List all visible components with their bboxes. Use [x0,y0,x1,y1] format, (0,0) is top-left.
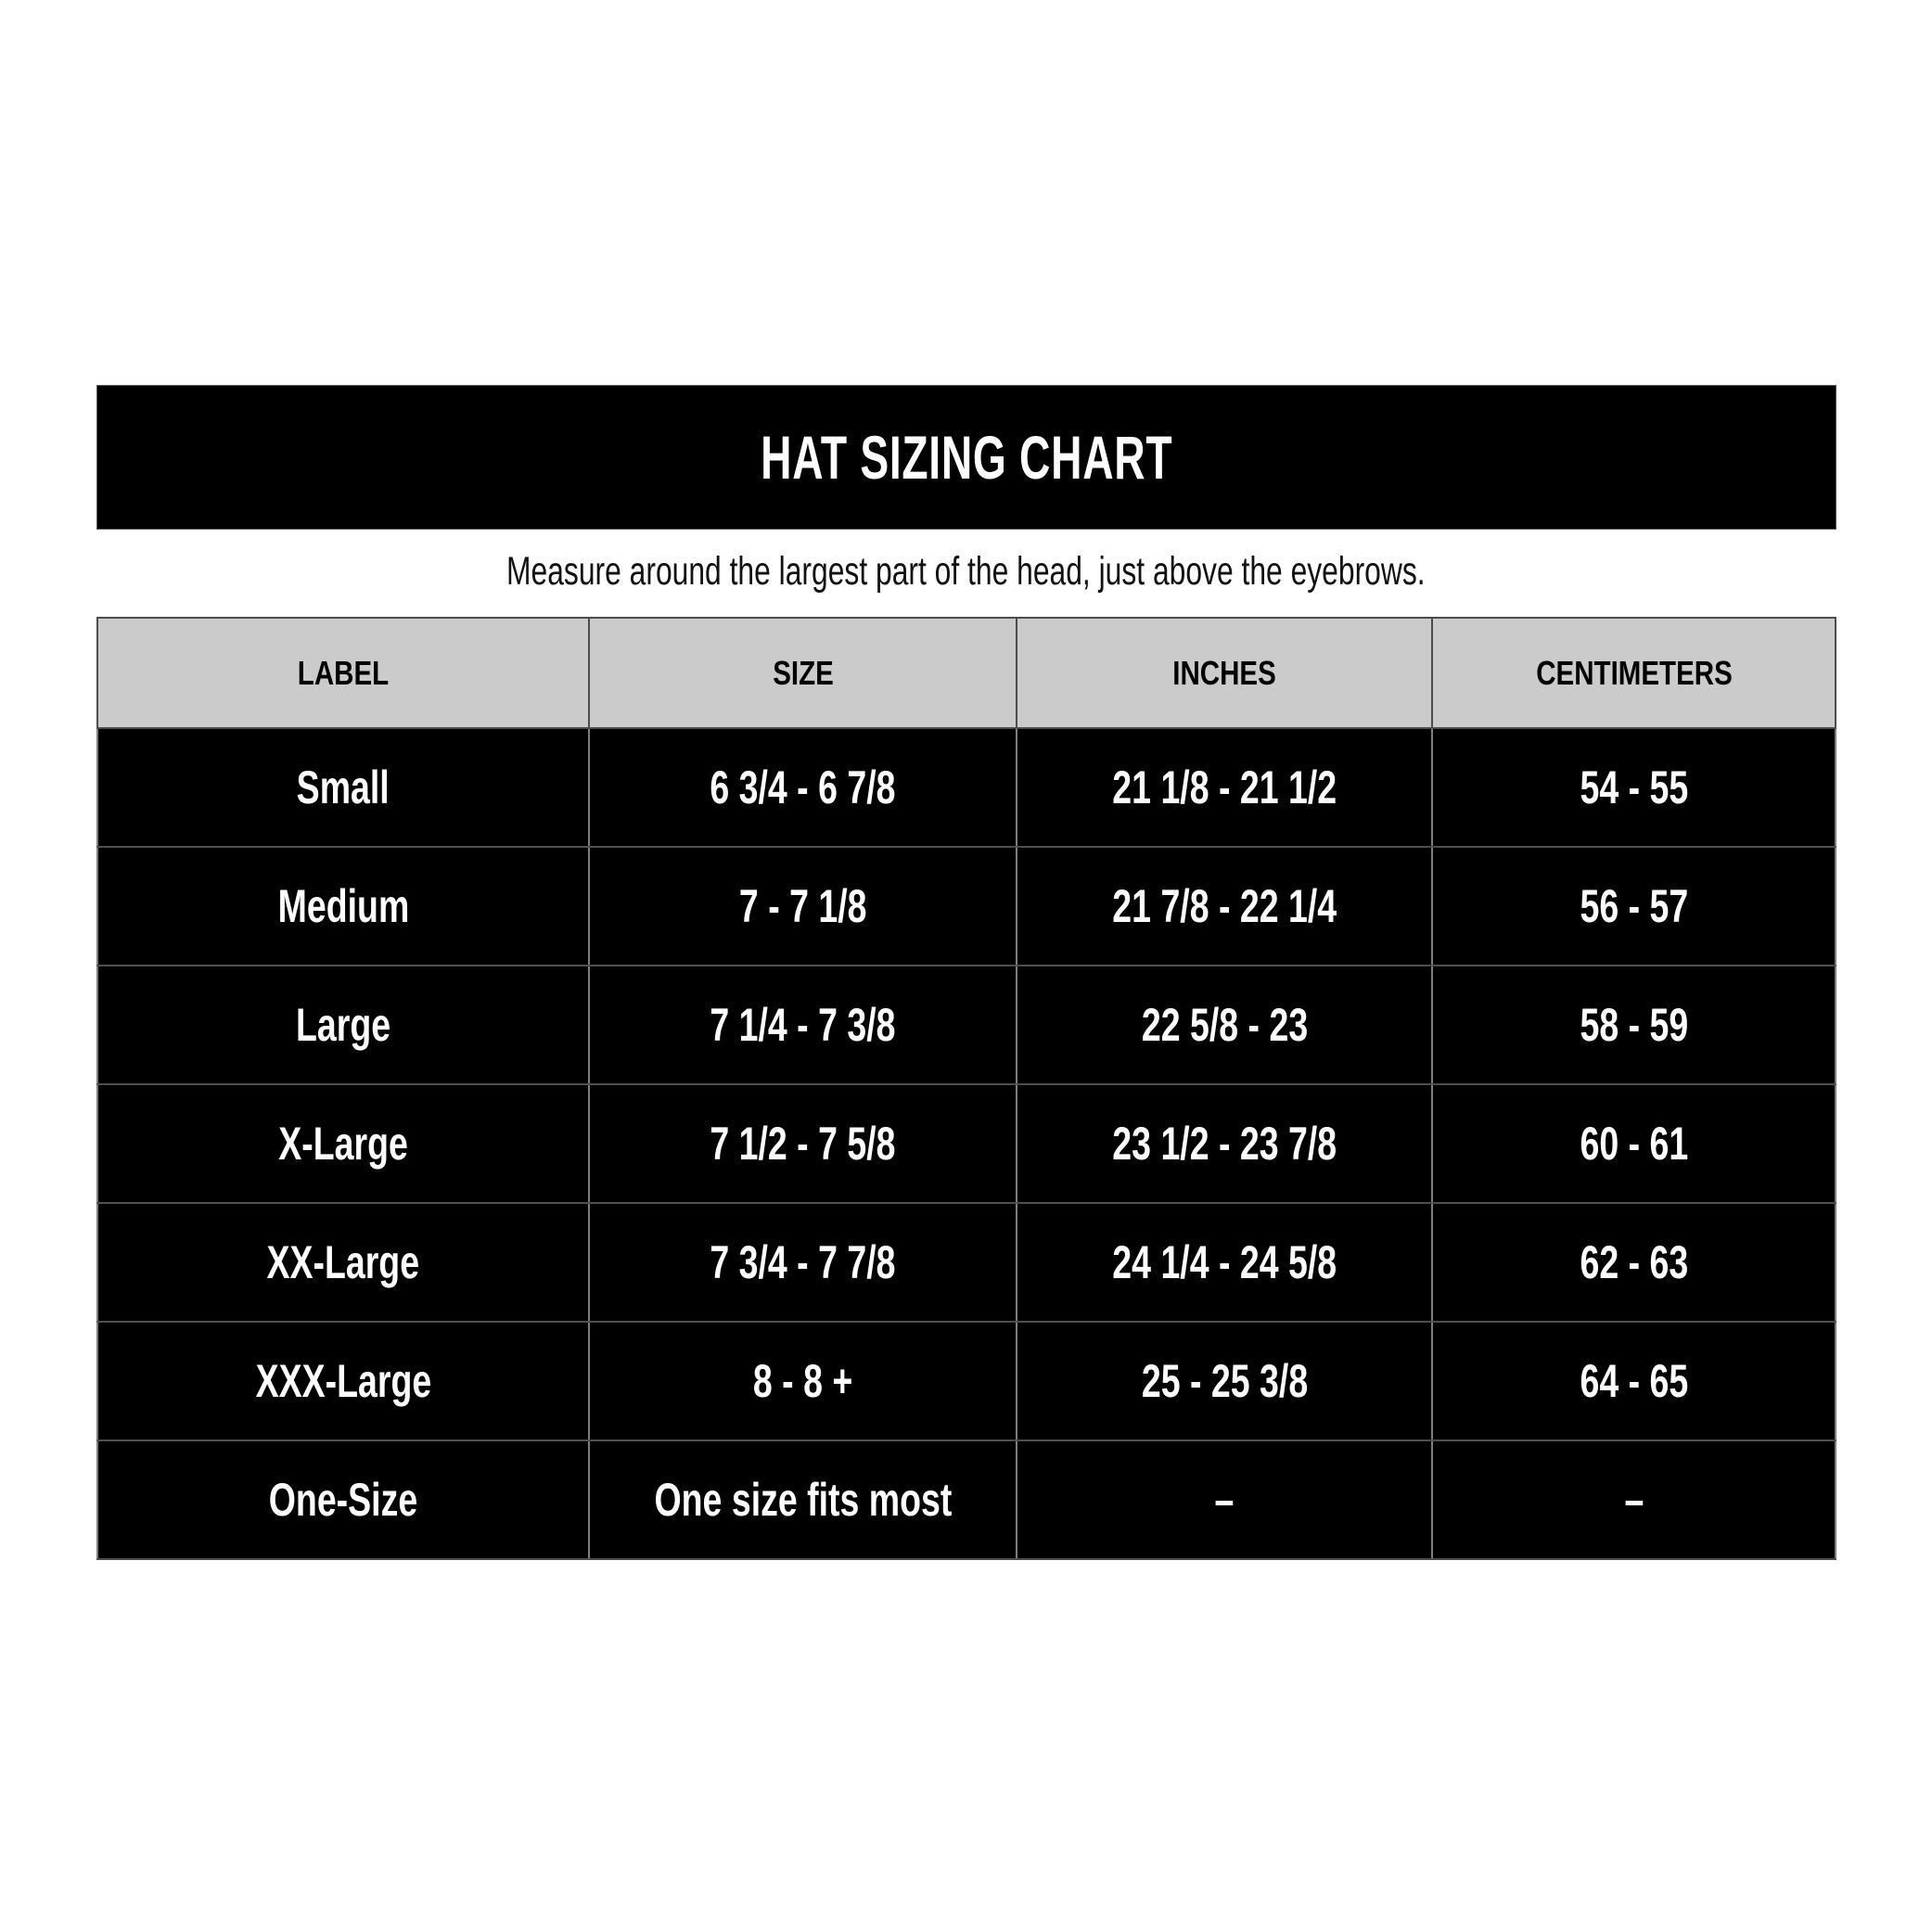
cell-inches-text: 21 1/8 - 21 1/2 [1112,761,1337,813]
cell-size [589,1203,1017,1322]
table-row [97,1322,1836,1440]
cell-inches-text: 24 1/4 - 24 5/8 [1112,1236,1337,1288]
cell-size-text: 7 - 7 1/8 [739,880,867,932]
cell-label [97,1203,589,1322]
cell-label [97,1322,589,1440]
cell-centimeters-text: 62 - 63 [1580,1236,1688,1288]
cell-centimeters-text: – [1624,1474,1644,1526]
cell-inches-text: – [1214,1474,1235,1526]
cell-centimeters [1432,847,1836,966]
cell-inches [1017,847,1432,966]
cell-label-text: Medium [277,880,409,932]
cell-size-text: 8 - 8 + [753,1355,853,1407]
measuring-instructions-text: Measure around the largest part of the head, just above the eyebrows. [506,549,1426,594]
cell-label-text: Large [296,999,391,1051]
cell-centimeters [1432,728,1836,847]
hat-sizing-table [96,617,1836,1560]
cell-inches [1017,1203,1432,1322]
table-row [97,1440,1836,1559]
chart-title-banner [96,385,1836,530]
cell-size-text: 7 1/4 - 7 3/8 [710,999,896,1051]
column-header-inches-text: INCHES [1172,653,1277,692]
table-row [97,728,1836,847]
cell-size [589,1084,1017,1203]
cell-label-text: XX-Large [266,1236,420,1288]
column-header-centimeters [1432,618,1836,728]
table-header-row [97,618,1836,728]
cell-inches [1017,1084,1432,1203]
cell-centimeters [1432,1322,1836,1440]
column-header-size-text: SIZE [773,653,834,692]
chart-title: HAT SIZING CHART [760,423,1173,492]
column-header-label [97,618,589,728]
cell-size [589,847,1017,966]
cell-inches-text: 25 - 25 3/8 [1141,1355,1308,1407]
cell-centimeters-text: 64 - 65 [1580,1355,1688,1407]
cell-centimeters [1432,1084,1836,1203]
table-row [97,847,1836,966]
cell-size-text: One size fits most [654,1474,953,1526]
cell-size-text: 7 3/4 - 7 7/8 [710,1236,896,1288]
cell-centimeters [1432,1440,1836,1559]
cell-centimeters-text: 60 - 61 [1580,1118,1688,1170]
table-row [97,1084,1836,1203]
cell-size-text: 7 1/2 - 7 5/8 [710,1118,896,1170]
cell-inches [1017,966,1432,1084]
cell-inches [1017,728,1432,847]
column-header-inches [1017,618,1432,728]
table-row [97,1203,1836,1322]
cell-inches [1017,1440,1432,1559]
column-header-size [589,618,1017,728]
cell-centimeters-text: 58 - 59 [1580,999,1688,1051]
cell-size [589,1322,1017,1440]
cell-label-text: One-Size [268,1474,418,1526]
cell-inches-text: 22 5/8 - 23 [1141,999,1308,1051]
cell-label [97,847,589,966]
cell-label [97,966,589,1084]
table-body [97,728,1836,1559]
column-header-label-text: LABEL [297,653,390,692]
cell-label [97,1084,589,1203]
measuring-instructions [0,549,1932,595]
cell-size [589,728,1017,847]
cell-size [589,1440,1017,1559]
table-row [97,966,1836,1084]
cell-centimeters-text: 54 - 55 [1580,761,1688,813]
cell-inches [1017,1322,1432,1440]
cell-centimeters-text: 56 - 57 [1580,880,1688,932]
cell-inches-text: 23 1/2 - 23 7/8 [1112,1118,1337,1170]
cell-inches-text: 21 7/8 - 22 1/4 [1112,880,1337,932]
cell-size [589,966,1017,1084]
cell-size-text: 6 3/4 - 6 7/8 [710,761,896,813]
column-header-centimeters-text: CENTIMETERS [1535,653,1733,692]
cell-centimeters [1432,1203,1836,1322]
cell-label [97,728,589,847]
cell-label-text: X-Large [278,1118,408,1170]
cell-label [97,1440,589,1559]
cell-label-text: Small [297,761,390,813]
cell-label-text: XXX-Large [255,1355,431,1407]
cell-centimeters [1432,966,1836,1084]
